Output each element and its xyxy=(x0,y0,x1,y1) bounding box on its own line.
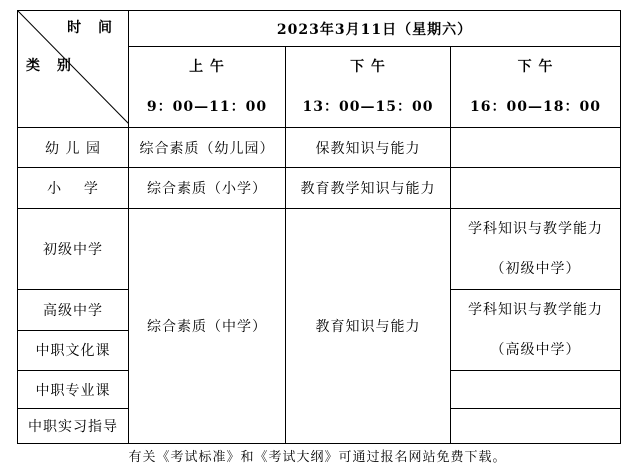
category-cell: 中职文化课 xyxy=(18,330,129,371)
session-header-3 xyxy=(451,47,621,128)
corner-time-label: 时 间 xyxy=(67,20,118,36)
corner-category-label: 类 别 xyxy=(26,58,77,74)
subject-cell: 综合素质（幼儿园） xyxy=(129,128,286,168)
exam-schedule-table xyxy=(17,10,621,444)
session-time: 9：00—11：00 xyxy=(146,99,268,115)
subject-cell: 教育教学知识与能力 xyxy=(286,168,451,209)
category-cell: 初级中学 xyxy=(18,209,129,290)
table-row xyxy=(18,128,621,168)
category-cell: 幼 儿 园 xyxy=(18,128,129,168)
category-cell: 中职实习指导 xyxy=(18,409,129,444)
subject-cell xyxy=(451,209,621,290)
empty-cell xyxy=(451,128,621,168)
category-cell: 小 学 xyxy=(18,168,129,209)
session-time: 13：00—15：00 xyxy=(302,99,434,115)
subject-cell xyxy=(451,290,621,371)
category-cell: 中职专业课 xyxy=(18,371,129,409)
subject-name: 学科知识与教学能力 xyxy=(468,221,603,237)
session-label: 上 午 xyxy=(189,59,225,75)
subject-cell: 保教知识与能力 xyxy=(286,128,451,168)
footnote: 有关《考试标准》和《考试大纲》可通过报名网站免费下载。 xyxy=(128,450,507,465)
subject-cell: 教育知识与能力 xyxy=(286,209,451,444)
session-header-2 xyxy=(286,47,451,128)
category-cell: 高级中学 xyxy=(18,290,129,331)
table-row xyxy=(18,168,621,209)
session-label: 下 午 xyxy=(517,59,554,75)
subject-cell: 综合素质（中学） xyxy=(129,209,286,444)
subject-level: （初级中学） xyxy=(490,261,581,277)
corner-header-cell xyxy=(18,11,129,128)
session-header-1 xyxy=(129,47,286,128)
subject-cell: 综合素质（小学） xyxy=(129,168,286,209)
empty-cell xyxy=(451,168,621,209)
empty-cell xyxy=(451,409,621,444)
empty-cell xyxy=(451,371,621,409)
date-header: 2023年3月11日（星期六） xyxy=(129,11,621,47)
session-time: 16：00—18：00 xyxy=(470,99,601,115)
session-label: 下 午 xyxy=(350,59,386,75)
subject-level: （高级中学） xyxy=(490,342,581,358)
subject-name: 学科知识与教学能力 xyxy=(468,302,603,318)
table-row xyxy=(18,209,621,290)
